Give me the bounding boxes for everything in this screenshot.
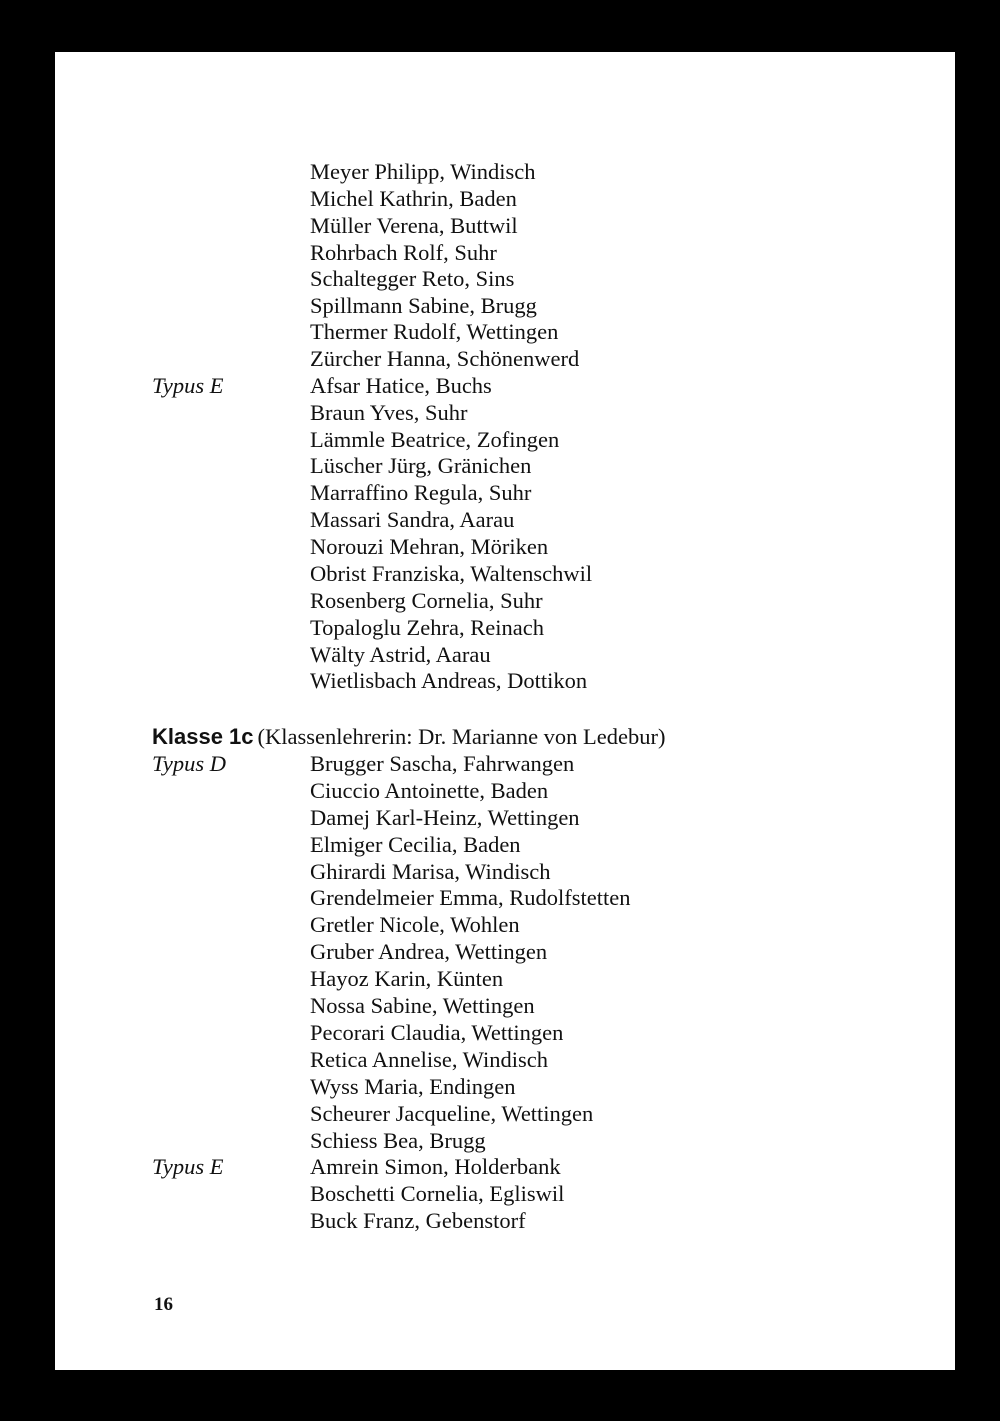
student-name: Spillmann Sabine, Brugg: [310, 293, 537, 318]
student-name: Wietlisbach Andreas, Dottikon: [310, 668, 588, 693]
student-name: Meyer Philipp, Windisch: [310, 159, 536, 184]
student-name: Scheurer Jacqueline, Wettingen: [310, 1101, 594, 1126]
student-name: Ciuccio Antoinette, Baden: [310, 778, 549, 803]
student-name: Topaloglu Zehra, Reinach: [310, 615, 544, 640]
student-name: Rosenberg Cornelia, Suhr: [310, 588, 543, 613]
class-heading-title: Klasse 1c: [152, 724, 254, 749]
student-name: Nossa Sabine, Wettingen: [310, 993, 535, 1018]
student-name: Michel Kathrin, Baden: [310, 186, 517, 211]
student-name: Schiess Bea, Brugg: [310, 1128, 486, 1153]
student-name: Lüscher Jürg, Gränichen: [310, 453, 532, 478]
student-name: Buck Franz, Gebenstorf: [310, 1208, 526, 1233]
student-name: Hayoz Karin, Künten: [310, 966, 504, 991]
student-name: Zürcher Hanna, Schönenwerd: [310, 346, 580, 371]
typus-e-label: Typus E: [152, 1154, 224, 1179]
student-name: Thermer Rudolf, Wettingen: [310, 319, 559, 344]
student-name: Grendelmeier Emma, Rudolfstetten: [310, 885, 631, 910]
student-name: Elmiger Cecilia, Baden: [310, 832, 521, 857]
student-name: Wälty Astrid, Aarau: [310, 642, 491, 667]
student-name: Boschetti Cornelia, Egliswil: [310, 1181, 565, 1206]
student-name: Rohrbach Rolf, Suhr: [310, 240, 497, 265]
class-heading: [152, 723, 666, 753]
student-name: Ghirardi Marisa, Windisch: [310, 859, 551, 884]
student-name: Obrist Franziska, Waltenschwil: [310, 561, 593, 586]
student-name: Pecorari Claudia, Wettingen: [310, 1020, 564, 1045]
student-name: Brugger Sascha, Fahrwangen: [310, 751, 575, 776]
student-name: Wyss Maria, Endingen: [310, 1074, 516, 1099]
student-name: Retica Annelise, Windisch: [310, 1047, 549, 1072]
student-name: Massari Sandra, Aarau: [310, 507, 515, 532]
class-heading-teacher: (Klassenlehrerin: Dr. Marianne von Ledebur): [257, 724, 666, 749]
student-name: Amrein Simon, Holderbank: [310, 1154, 561, 1179]
student-name: Schaltegger Reto, Sins: [310, 266, 515, 291]
student-name: Gretler Nicole, Wohlen: [310, 912, 520, 937]
student-name: Marraffino Regula, Suhr: [310, 480, 532, 505]
student-name: Lämmle Beatrice, Zofingen: [310, 427, 560, 452]
typus-e-label: Typus E: [152, 373, 224, 398]
student-name: Gruber Andrea, Wettingen: [310, 939, 548, 964]
student-name: Afsar Hatice, Buchs: [310, 373, 492, 398]
page-number: 16: [154, 1294, 173, 1315]
typus-d-label: Typus D: [152, 751, 226, 776]
document-page: [55, 52, 955, 1370]
student-name: Müller Verena, Buttwil: [310, 213, 518, 238]
student-name: Norouzi Mehran, Möriken: [310, 534, 549, 559]
student-name: Braun Yves, Suhr: [310, 400, 468, 425]
student-name: Damej Karl-Heinz, Wettingen: [310, 805, 580, 830]
